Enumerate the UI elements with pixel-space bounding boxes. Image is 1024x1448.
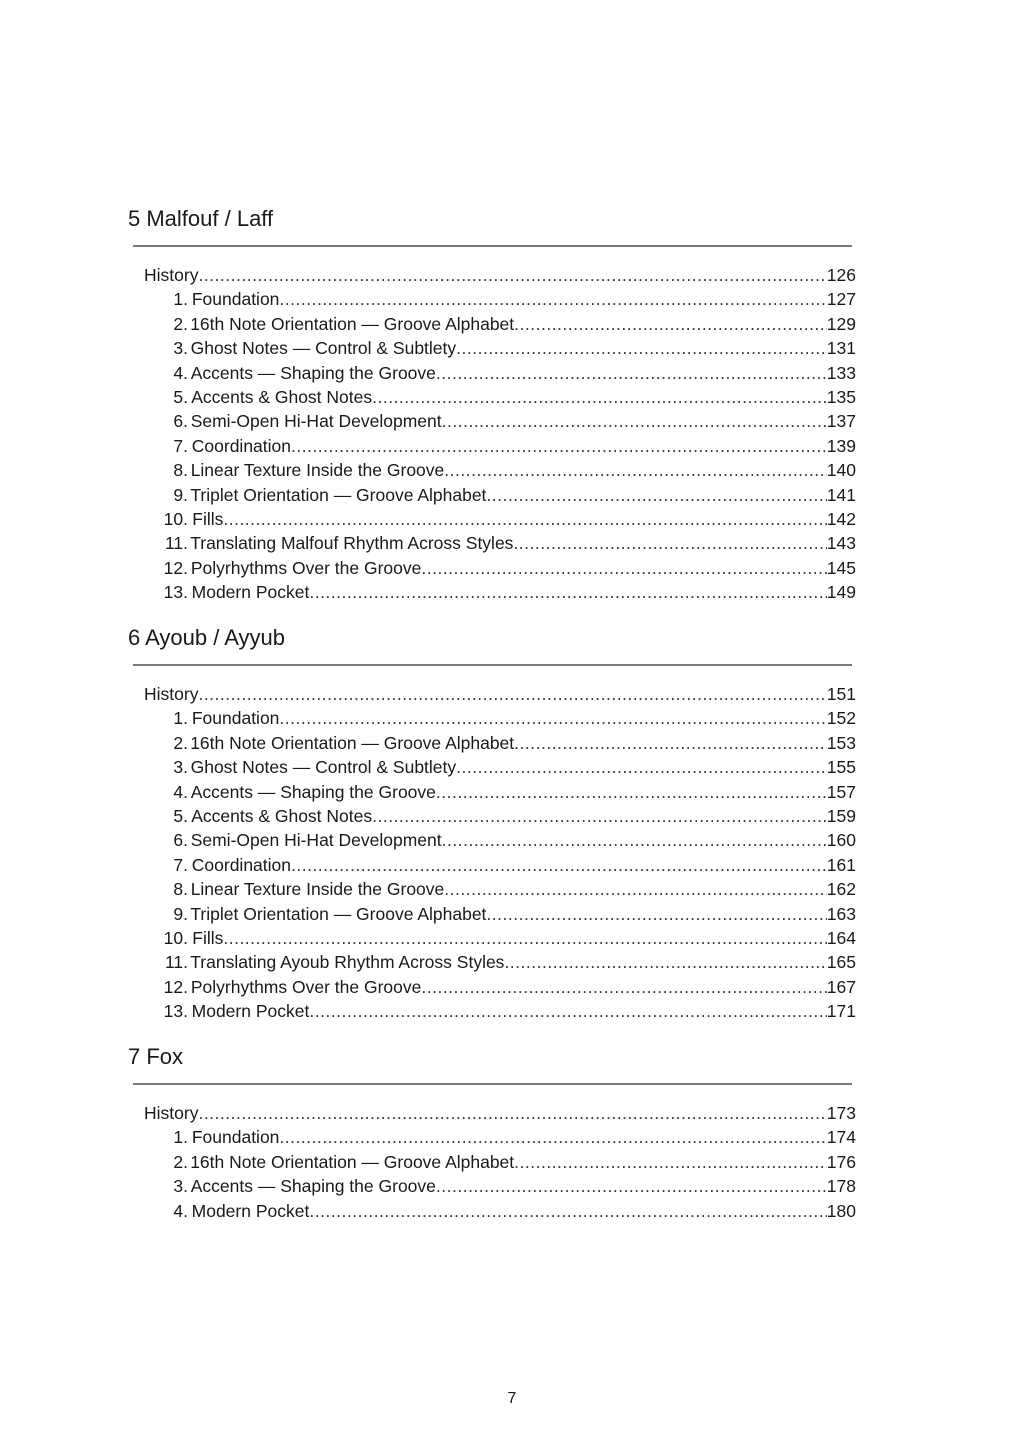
dot-leader [291,434,827,458]
entry-number: 7. [173,435,188,456]
toc-entry[interactable] [144,409,856,433]
entry-title: 16th Note Orientation — Groove Alphabet [190,1151,515,1172]
entry-title: Accents — Shaping the Groove [190,362,436,383]
toc-entry[interactable] [144,755,856,779]
entry-number: 11. [164,533,188,554]
dot-leader [198,682,826,706]
entry-title: Foundation [191,708,280,729]
dot-leader [486,483,826,507]
entry-number: 4. [173,781,188,802]
entry-title: Triplet Orientation — Groove Alphabet [190,903,487,924]
entry-title: History [144,684,199,704]
entry-page-number: 162 [826,879,856,900]
entry-number: 13. [163,1001,188,1022]
entry-number: 9. [173,903,188,924]
dot-leader [198,1101,826,1125]
dot-leader [504,950,826,974]
entry-number: 4. [173,1200,188,1221]
dot-leader [436,780,827,804]
entry-page-number: 173 [826,1103,856,1123]
entry-title: Modern Pocket [191,1001,310,1022]
toc-entry[interactable] [144,1101,856,1125]
entry-page-number: 131 [826,338,856,359]
entry-title: Coordination [191,854,291,875]
entry-number: 2. [173,313,188,334]
entry-page-number: 165 [826,952,856,973]
section-divider [133,245,852,247]
entry-page-number: 141 [826,484,856,505]
entry-page-number: 167 [826,976,856,997]
entry-number: 5. [173,387,188,407]
toc-entry[interactable] [144,706,856,730]
entry-page-number: 133 [826,362,856,383]
entry-page-number: 159 [826,806,856,826]
dot-leader [436,361,827,385]
entry-page-number: 152 [826,708,856,729]
entry-number: 10. [163,509,188,529]
entry-number: 8. [173,879,188,900]
dot-leader [372,804,827,828]
toc-entry[interactable] [144,1199,856,1223]
entry-title: Semi-Open Hi-Hat Development [190,411,442,432]
dot-leader [442,409,827,433]
entry-number: 6. [173,411,188,432]
entry-number: 3. [173,338,188,359]
toc-entry[interactable] [144,1150,856,1174]
entry-number: 4. [173,362,188,383]
dot-leader [198,263,826,287]
entry-title: Linear Texture Inside the Groove [190,879,445,900]
toc-entry[interactable] [144,336,856,360]
dot-leader [309,580,826,604]
toc-entry[interactable] [144,385,856,409]
entry-page-number: 157 [826,781,856,802]
dot-leader [442,828,827,852]
entry-page-number: 135 [826,387,856,407]
toc-entry[interactable] [144,828,856,852]
toc-entry[interactable] [144,580,856,604]
entry-title: Fills [192,509,224,529]
section-title[interactable]: 6 Ayoub / Ayyub [128,625,285,650]
entry-number: 9. [173,484,188,505]
toc-entry[interactable] [144,483,856,507]
entry-page-number: 126 [826,265,856,285]
entry-title: Accents & Ghost Notes [191,806,373,826]
dot-leader [514,312,827,336]
entry-page-number: 180 [826,1200,856,1221]
toc-entry[interactable] [144,361,856,385]
entry-title: 16th Note Orientation — Groove Alphabet [190,313,515,334]
dot-leader [456,336,827,360]
toc-entry[interactable] [144,556,856,580]
toc-entry[interactable] [144,804,856,828]
dot-leader [456,755,827,779]
entry-page-number: 149 [826,582,856,603]
entry-number: 7. [173,854,188,875]
section-divider [133,664,852,666]
entry-title: 16th Note Orientation — Groove Alphabet [190,732,515,753]
section-title[interactable]: 5 Malfouf / Laff [128,206,274,231]
entry-page-number: 127 [826,289,856,310]
entry-number: 5. [173,806,188,826]
entry-title: Accents & Ghost Notes [191,387,373,407]
dot-leader [513,531,826,555]
entry-title: Coordination [191,435,291,456]
entry-page-number: 178 [826,1176,856,1197]
entry-number: 13. [163,582,188,603]
toc-entry[interactable] [144,531,856,555]
toc-entry[interactable] [144,507,856,531]
entry-title: Modern Pocket [191,1200,310,1221]
entry-number: 12. [163,557,188,578]
entry-title: Foundation [191,289,280,310]
dot-leader [223,507,826,531]
entry-title: Accents — Shaping the Groove [190,781,436,802]
toc-entry[interactable] [144,1125,856,1149]
toc-entry[interactable] [144,780,856,804]
entry-title: History [144,265,199,285]
dot-leader [372,385,827,409]
entry-page-number: 142 [826,509,856,529]
entry-page-number: 171 [826,1001,856,1022]
entry-number: 6. [173,830,188,851]
entry-title: Foundation [191,1127,280,1148]
toc-entry[interactable] [144,434,856,458]
entry-number: 2. [173,1151,188,1172]
entry-number: 12. [163,976,188,997]
dot-leader [421,975,826,999]
entry-number: 1. [173,289,188,310]
entry-page-number: 151 [826,684,856,704]
dot-leader [279,706,826,730]
dot-leader [486,902,826,926]
dot-leader [291,853,827,877]
entry-number: 1. [173,708,188,729]
entry-title: Fills [192,928,224,948]
dot-leader [223,926,826,950]
entry-number: 1. [173,1127,188,1148]
entry-page-number: 163 [826,903,856,924]
entry-title: Accents — Shaping the Groove [190,1176,436,1197]
dot-leader [279,1125,826,1149]
entry-title: Ghost Notes — Control & Subtlety [190,757,457,778]
dot-leader [514,1150,827,1174]
toc-entry[interactable] [144,682,856,706]
entry-page-number: 137 [826,411,856,432]
entry-page-number: 164 [826,928,856,948]
entry-title: History [144,1103,199,1123]
entry-number: 3. [173,1176,188,1197]
toc-entry[interactable] [144,926,856,950]
page-number: 7 [507,1390,517,1407]
entry-title: Semi-Open Hi-Hat Development [190,830,442,851]
entry-page-number: 139 [826,435,856,456]
entry-page-number: 140 [826,460,856,481]
entry-page-number: 174 [826,1127,856,1148]
entry-number: 3. [173,757,188,778]
entry-number: 10. [163,928,188,948]
entry-page-number: 143 [826,533,856,554]
entry-number: 8. [173,460,188,481]
toc-entry[interactable] [144,458,856,482]
entry-title: Linear Texture Inside the Groove [190,460,445,481]
dot-leader [514,731,827,755]
entry-title: Translating Malfouf Rhythm Across Styles [190,533,514,554]
toc-entry[interactable] [144,902,856,926]
entry-title: Ghost Notes — Control & Subtlety [190,338,457,359]
toc-entry[interactable] [144,999,856,1023]
section-divider [133,1083,852,1085]
section-title[interactable]: 7 Fox [128,1044,184,1069]
toc-entry[interactable] [144,950,856,974]
entry-page-number: 176 [826,1151,856,1172]
toc-entry[interactable] [144,263,856,287]
dot-leader [444,458,827,482]
entry-page-number: 161 [826,854,856,875]
entry-title: Translating Ayoub Rhythm Across Styles [190,952,505,973]
toc-entry[interactable] [144,731,856,755]
entry-title: Polyrhythms Over the Groove [190,557,422,578]
dot-leader [421,556,826,580]
entry-page-number: 153 [826,732,856,753]
toc-entry[interactable] [144,853,856,877]
entry-page-number: 160 [826,830,856,851]
dot-leader [309,999,826,1023]
entry-page-number: 129 [826,313,856,334]
dot-leader [279,287,826,311]
entry-number: 11. [164,952,188,973]
entry-title: Modern Pocket [191,582,310,603]
toc-entry[interactable] [144,287,856,311]
entry-title: Polyrhythms Over the Groove [190,976,422,997]
toc-entry[interactable] [144,975,856,999]
entry-title: Triplet Orientation — Groove Alphabet [190,484,487,505]
entry-page-number: 145 [826,557,856,578]
toc-entry[interactable] [144,312,856,336]
entry-number: 2. [173,732,188,753]
dot-leader [444,877,827,901]
dot-leader [436,1174,827,1198]
toc-entry[interactable] [144,877,856,901]
toc-entry[interactable] [144,1174,856,1198]
dot-leader [309,1199,826,1223]
entry-page-number: 155 [826,757,856,778]
